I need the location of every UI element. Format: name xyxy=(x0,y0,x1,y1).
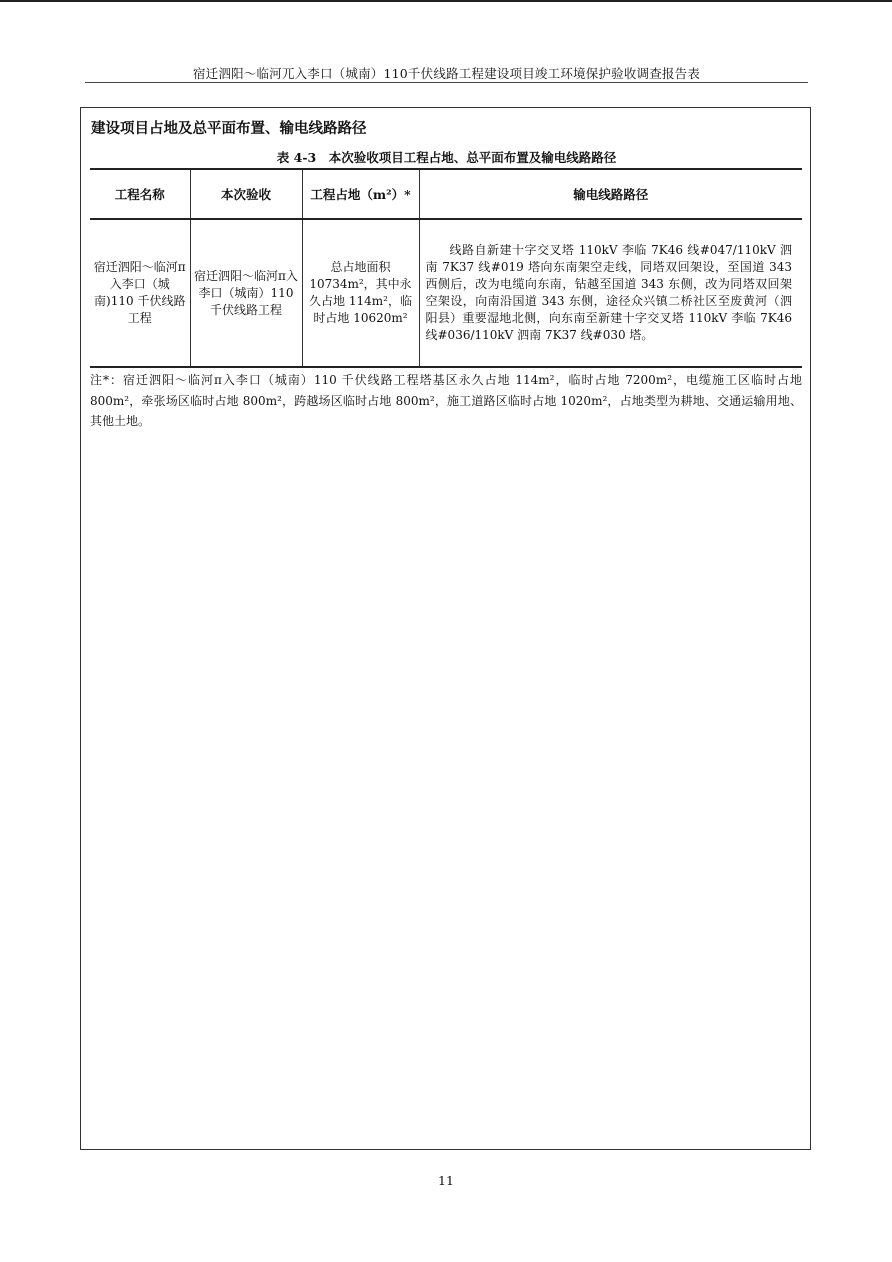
land-use-route-table xyxy=(90,168,802,368)
top-border-line xyxy=(0,0,892,2)
project-name-text: 宿迁泗阳～临河π入李口（城南)110 千伏线路工程 xyxy=(93,260,186,325)
acceptance-scope-text: 宿迁泗阳～临河π入李口（城南）110千伏线路工程 xyxy=(194,268,298,317)
table-row xyxy=(90,219,802,367)
column-header-project-name: 工程名称 xyxy=(90,169,190,219)
table-footnote: 注*：宿迁泗阳～临河π入李口（城南）110 千伏线路工程塔基区永久占地 114m²，临时占地 7200m²，电缆施工区临时占地 800m²，牵张场区临时占地 800m²，跨越场区临时占地 800m²，施工道路区临时占地 1020m²，占地类型为耕地、交通运输用地、其他土地。 xyxy=(90,373,802,428)
section-title: 建设项目占地及总平面布置、输电线路路径 xyxy=(91,120,367,137)
cell-acceptance-scope xyxy=(190,219,302,367)
land-area-text: 总占地面积 10734m²，其中永久占地 114m²，临时占地 10620m² xyxy=(309,260,412,325)
column-header-route: 输电线路路径 xyxy=(419,169,802,219)
page-header-title: 宿迁泗阳～临河ㄫ入李口（城南）110千伏线路工程建设项目竣工环境保护验收调查报告表 xyxy=(192,66,701,81)
cell-land-area xyxy=(302,219,419,367)
cell-route: 线路自新建十字交叉塔 110kV 李临 7K46 线#047/110kV 泗南 7K37 线#019 塔向东南架空走线，同塔双回架设，至国道 343 西侧后，改为电缆向东南，钻越至国道 343 东侧，改为同塔双回架空架设，向南沿国道 343 东侧，途径众兴镇二桥社区至废黄河（泗阳县）重要湿地北侧，向东南至新建十字交叉塔 110kV 李临 7K46 线#036/110kV 泗南 7K37 线#030 塔。 xyxy=(419,219,802,367)
column-header-land-area: 工程占地（m²）* xyxy=(302,169,419,219)
cell-project-name xyxy=(90,219,190,367)
table-caption: 表 4-3 本次验收项目工程占地、总平面布置及输电线路路径 xyxy=(276,150,617,165)
table-header-row xyxy=(90,169,802,219)
column-header-acceptance-scope: 本次验收 xyxy=(190,169,302,219)
header-divider xyxy=(85,82,808,83)
content-frame xyxy=(80,107,811,1150)
page-number: 11 xyxy=(438,1173,454,1188)
